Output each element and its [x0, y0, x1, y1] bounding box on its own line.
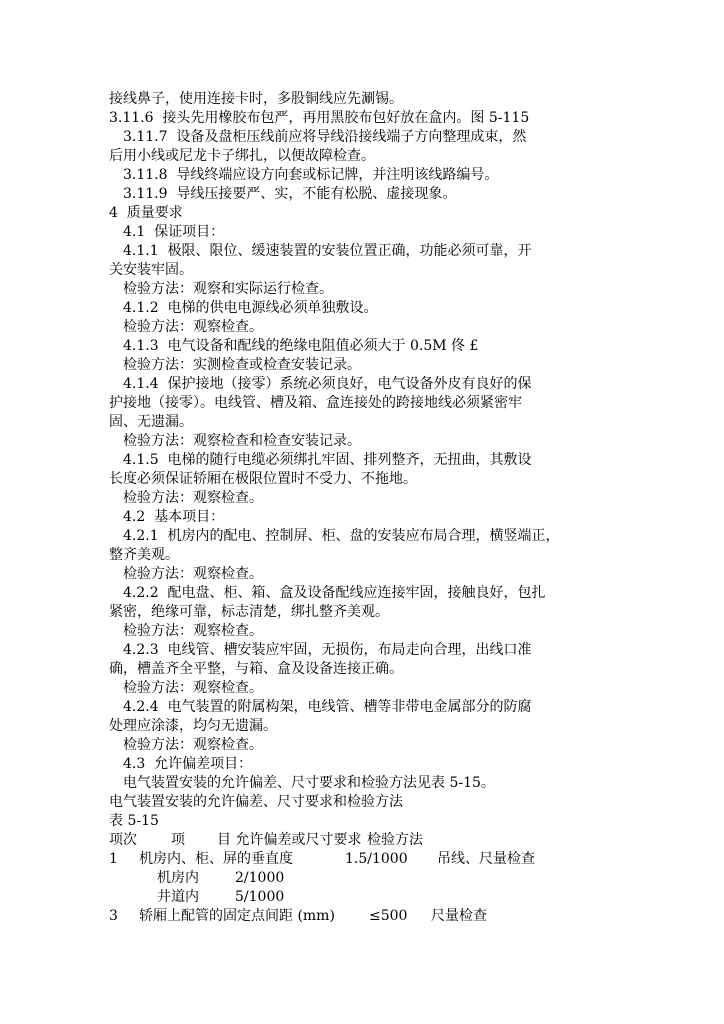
- text-line: 接线鼻子，使用连接卡时，多股铜线应先涮锡。: [109, 91, 403, 107]
- table-cell-no: 1: [109, 851, 118, 867]
- table-header-method: 检验方法: [367, 832, 423, 848]
- text-line: 4 质量要求: [109, 205, 183, 221]
- text-line: 检验方法：实测检查或检查安装记录。: [123, 357, 361, 373]
- table-header-no: 项次: [109, 832, 137, 848]
- text-line: 表 5-15: [109, 813, 159, 829]
- text-line: 4.1.5 电梯的随行电缆必须绑扎牢固、排列整齐，无扭曲，其敷设: [123, 452, 532, 468]
- table-cell-method: 吊线、尺量检查: [437, 851, 535, 867]
- table-subrow: [109, 869, 629, 888]
- text-line: 3.11.9 导线压接要严、实，不能有松脱、虚接现象。: [123, 186, 457, 202]
- text-line: 检验方法：观察检查。: [123, 319, 263, 335]
- text-line: 4.1.4 保护接地（接零）系统必须良好，电气设备外皮有良好的保: [123, 376, 532, 392]
- text-line: 检验方法：观察检查和检查安装记录。: [123, 433, 361, 449]
- table-cell-no: 3: [109, 908, 118, 924]
- text-line: 检验方法：观察检查。: [123, 490, 263, 506]
- text-line: 4.3 允许偏差项目：: [123, 756, 253, 772]
- text-line: 检验方法：观察检查。: [123, 737, 263, 753]
- text-line: 确，槽盖齐全平整，与箱、盒及设备连接正确。: [109, 661, 403, 677]
- text-line: 电气装置安装的允许偏差、尺寸要求和检验方法见表 5-15。: [123, 775, 495, 791]
- document-body: [109, 90, 629, 926]
- table-row: [109, 907, 629, 926]
- text-line: 固、无遗漏。: [109, 414, 193, 430]
- text-line: 电气装置安装的允许偏差、尺寸要求和检验方法: [109, 794, 403, 810]
- text-line: 检验方法：观察检查。: [123, 680, 263, 696]
- table-header-item-requirement: 目 允许偏差或尺寸要求: [217, 832, 362, 848]
- text-line: 4.2.4 电气装置的附属构架，电线管、槽等非带电金属部分的防腐: [123, 699, 532, 715]
- text-line: 关安装牢固。: [109, 262, 193, 278]
- text-line: 处理应涂漆，均匀无遗漏。: [109, 718, 277, 734]
- text-line: 整齐美观。: [109, 547, 179, 563]
- table-header-item: 项: [171, 832, 185, 848]
- table-row: [109, 850, 629, 869]
- text-line: 护接地（接零）。电线管、槽及箱、盒连接处的跨接地线必须紧密牢: [109, 395, 522, 411]
- text-line: 检验方法：观察检查。: [123, 566, 263, 582]
- table-cell-item: 机房内、柜、屏的垂直度: [139, 851, 293, 867]
- text-line: 4.2.3 电线管、槽安装应牢固，无损伤，布局走向合理，出线口准: [123, 642, 532, 658]
- table-subrow: [109, 888, 629, 907]
- text-line: 4.2 基本项目：: [123, 509, 225, 525]
- table-cell-method: 尺量检查: [431, 908, 487, 924]
- text-lines: [109, 90, 629, 831]
- table-header-row: [109, 831, 629, 850]
- text-line: 4.1.3 电气设备和配线的绝缘电阻值必须大于 0.5M 佟 £: [123, 338, 479, 354]
- text-line: 检验方法：观察检查。: [123, 623, 263, 639]
- text-line: 检验方法：观察和实际运行检查。: [123, 281, 333, 297]
- text-line: 3.11.7 设备及盘柜压线前应将导线沿接线端子方向整理成束，然: [123, 129, 527, 145]
- text-line: 长度必须保证轿厢在极限位置时不受力、不拖地。: [109, 471, 417, 487]
- text-line: 后用小线或尼龙卡子绑扎，以便故障检查。: [109, 148, 375, 164]
- table-subrow-label: 机房内: [157, 870, 199, 886]
- table-cell-value: ≤500: [369, 908, 408, 924]
- text-line: 4.1.2 电梯的供电电源线必须单独敷设。: [123, 300, 378, 316]
- table-cell-value: 1.5/1000: [345, 851, 408, 867]
- table-cell-item: 轿厢上配管的固定点间距 (mm): [139, 908, 335, 924]
- text-line: 4.1.1 极限、限位、缓速装置的安装位置正确，功能必须可靠，开: [123, 243, 532, 259]
- text-line: 3.11.6 接头先用橡胶布包严，再用黑胶布包好放在盒内。图 5-115: [109, 110, 530, 126]
- text-line: 3.11.8 导线终端应设方向套或标记牌，并注明该线路编号。: [123, 167, 499, 183]
- text-line: 4.2.1 机房内的配电、控制屏、柜、盘的安装应布局合理，横竖端正，: [123, 528, 560, 544]
- text-line: 紧密，绝缘可靠，标志清楚，绑扎整齐美观。: [109, 604, 389, 620]
- table-subrow-label: 井道内: [157, 889, 199, 905]
- text-line: 4.1 保证项目：: [123, 224, 225, 240]
- table-subrow-value: 2/1000: [235, 870, 285, 886]
- table-subrow-value: 5/1000: [235, 889, 285, 905]
- text-line: 4.2.2 配电盘、柜、箱、盒及设备配线应连接牢固，接触良好，包扎: [123, 585, 546, 601]
